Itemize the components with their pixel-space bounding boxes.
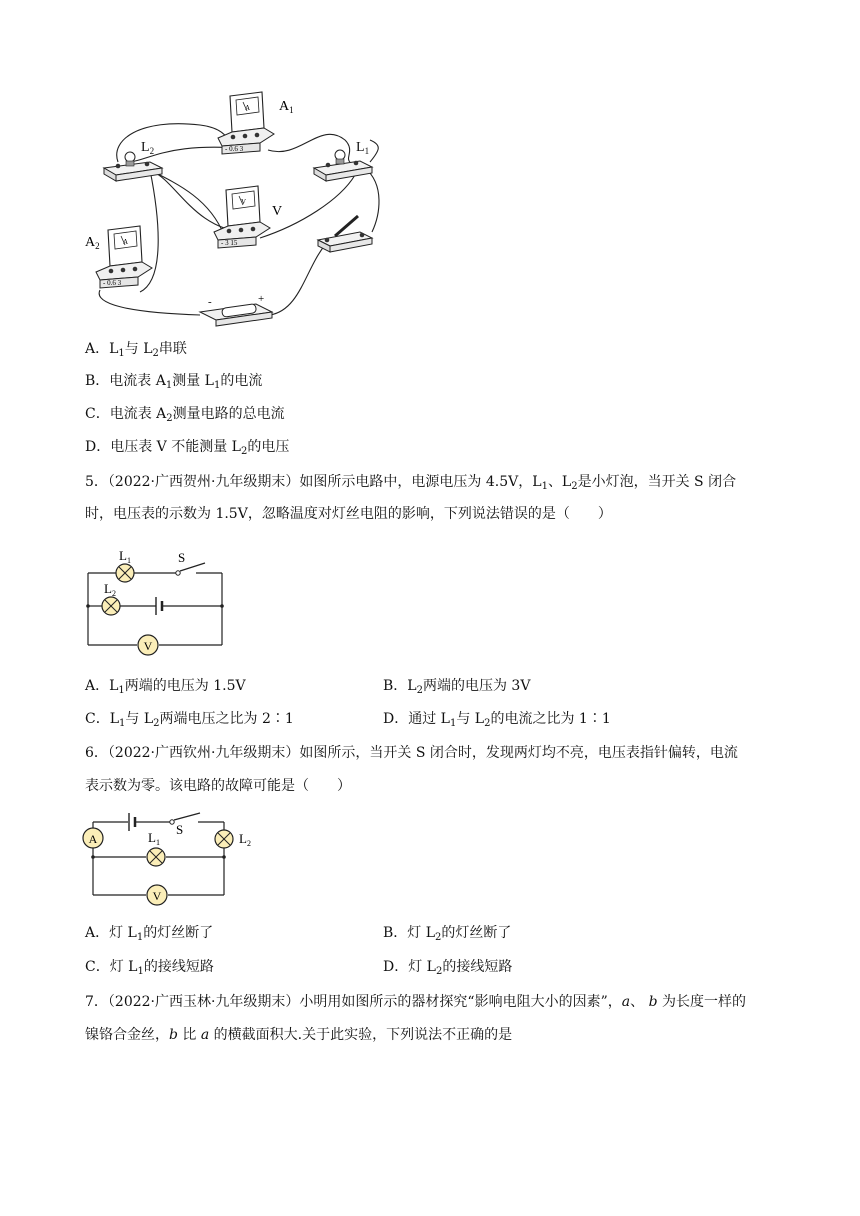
switch (318, 216, 372, 252)
q4-option-c[interactable]: C．电流表 $A_2$测量电路的总电流 (85, 406, 285, 424)
q5-option-b[interactable]: B．$L_2$两端的电压为 3V (383, 678, 531, 696)
q5-stem-line1: 5．（2022·广西贺州·九年级期末）如图所示电路中，电源电压为 4.5V，$L_1$、$L_2$是小灯泡，当开关 S 闭合 (85, 474, 737, 492)
q5-lamp-l1 (116, 564, 134, 582)
battery-neg: - (208, 296, 212, 308)
q4-l2-label: $L_2$ (141, 140, 155, 156)
q4-a1-label: $A_1$ (279, 99, 294, 115)
q6-ammeter (83, 828, 103, 848)
q5-l2-label: $L_2$ (104, 581, 116, 598)
q6-voltmeter (147, 885, 167, 905)
svg-text:V: V (143, 639, 153, 653)
q5-voltmeter (138, 635, 158, 655)
battery-pos: + (258, 293, 265, 305)
q6-l1-label: $L_1$ (148, 830, 160, 847)
q4-l1-label: $L_1$ (356, 140, 370, 156)
a2-dial-letter: A (123, 238, 129, 246)
q6-lamp-l1 (147, 848, 165, 866)
q6-circuit-diagram (78, 808, 263, 913)
ammeter-a2 (96, 226, 152, 288)
q6-s-label: S (176, 822, 184, 837)
q4-option-a[interactable]: A．$L_1$与 $L_2$串联 (85, 341, 187, 359)
q4-v-label: V (272, 204, 283, 219)
q5-option-a[interactable]: A．$L_1$两端的电压为 1.5V (85, 678, 246, 696)
q5-stem-line2: 时，电压表的示数为 1.5V，忽略温度对灯丝电阻的影响，下列说法错误的是（ ） (85, 506, 612, 522)
q5-option-c[interactable]: C．$L_1$与 $L_2$两端电压之比为 2∶1 (85, 711, 294, 729)
q6-option-b[interactable]: B．灯 $L_2$的灯丝断了 (383, 925, 512, 943)
q6-lamp-l2 (215, 830, 233, 848)
svg-text:A: A (88, 832, 98, 846)
svg-text:V: V (152, 889, 162, 903)
q5-option-d[interactable]: D．通过 $L_1$与 $L_2$的电流之比为 1∶1 (383, 711, 611, 729)
q6-option-d[interactable]: D．灯 $L_2$的接线短路 (383, 959, 513, 977)
q5-circuit-diagram (80, 540, 240, 660)
q7-stem-line1: 7．（2022·广西玉林·九年级期末）小明用如图所示的器材探究“影响电阻大小的因素”，a、 b 为长度一样的 (85, 994, 746, 1010)
voltmeter-v (214, 186, 270, 248)
ammeter-a1 (218, 92, 274, 154)
q4-circuit-figure (85, 82, 395, 327)
q5-l1-label: $L_1$ (119, 548, 131, 565)
battery (200, 293, 272, 326)
l2-lamp-holder (104, 152, 162, 181)
q4-a2-label: $A_2$ (85, 235, 100, 251)
a1-scale: - 0.6 3 (225, 145, 244, 153)
q5-lamp-l2 (102, 597, 120, 615)
q4-option-d[interactable]: D．电压表 V 不能测量 $L_2$的电压 (85, 439, 290, 457)
v-scale: - 3 15 (221, 239, 238, 247)
a2-scale: - 0.6 3 (103, 279, 122, 287)
q6-option-a[interactable]: A．灯 $L_1$的灯丝断了 (85, 925, 214, 943)
q7-stem-line2: 镍铬合金丝，b 比 a 的横截面积大.关于此实验，下列说法不正确的是 (85, 1027, 513, 1043)
v-dial-letter: V (241, 198, 247, 206)
q6-option-c[interactable]: C．灯 $L_1$的接线短路 (85, 959, 214, 977)
q6-stem-line2: 表示数为零。该电路的故障可能是（ ） (85, 778, 351, 794)
q5-s-label: S (178, 550, 186, 565)
a1-dial-letter: A (245, 104, 251, 112)
q4-option-b[interactable]: B．电流表 $A_1$测量 $L_1$的电流 (85, 373, 263, 391)
q6-l2-label: $L_2$ (239, 831, 251, 848)
q6-stem-line1: 6．（2022·广西钦州·九年级期末）如图所示，当开关 S 闭合时，发现两灯均不亮，电压表指针偏转，电流 (85, 745, 738, 761)
